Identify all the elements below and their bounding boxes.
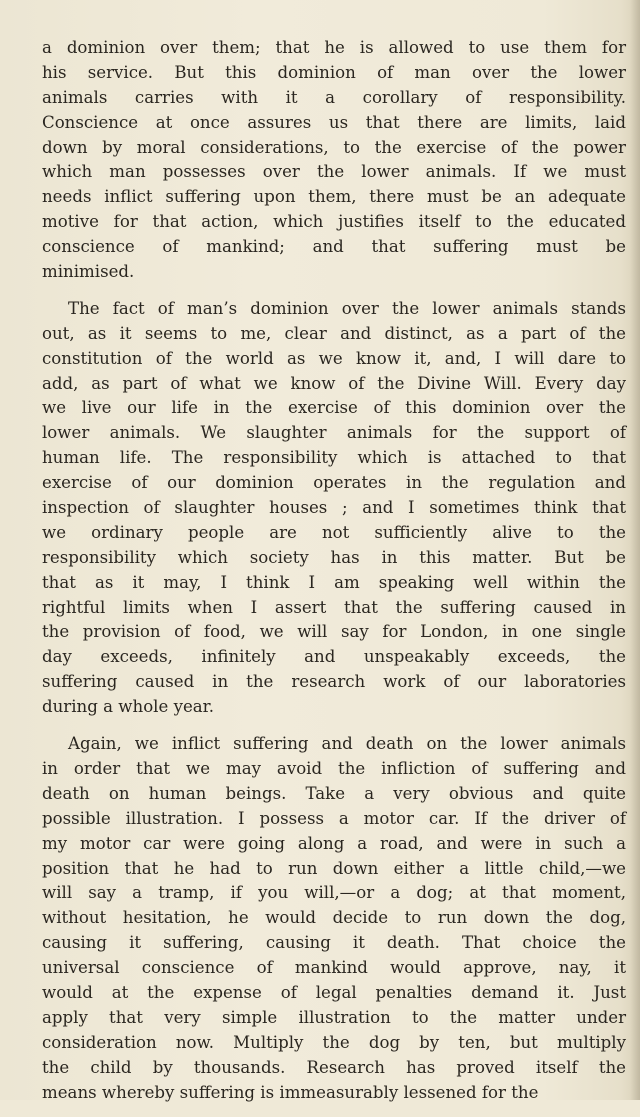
text-line: causing it suffering, causing it death. That choice the [42,933,626,953]
body-text [42,36,626,1117]
text-line: a dominion over them; that he is allowed to use them for [42,38,626,57]
text-line: death on human beings. Take a very obvious and quite [42,783,626,803]
text-line: rightful limits when I assert that the suffering caused in [42,597,626,617]
text-line: day exceeds, infinitely and unspeakably exceeds, the [42,647,626,667]
text-line: Again, we inflict suffering and death on the lower animals [68,734,626,754]
text-line: constitution of the world as we know it, and, I will dare to [42,348,626,368]
text-line: my motor car were going along a road, and were in such a [42,833,626,853]
text-line: conscience of mankind; and that suffering must be [42,237,626,257]
paragraph [42,732,626,1105]
text-line: the child by thousands. Research has proved itself the [42,1057,626,1077]
text-line: The fact of man’s dominion over the lower animals stands [68,298,626,318]
text-line: add, as part of what we know of the Divine Will. Every day [42,373,626,393]
text-line: minimised. [42,262,135,282]
text-line: which man possesses over the lower animals. If we must [42,162,626,182]
text-line: needs inflict suffering upon them, there must be an adequate [42,187,626,207]
text-line: consideration now. Multiply the dog by ten, but multiply [42,1032,626,1052]
text-line: Conscience at once assures us that there are limits, laid [42,112,626,132]
text-line: animals carries with it a corollary of responsibility. [42,87,626,107]
text-line: would at the expense of legal penalties demand it. Just [42,982,626,1002]
text-line: exercise of our dominion operates in the regulation and [42,473,626,493]
text-line: out, as it seems to me, clear and distinct, as a part of the [42,323,626,343]
paragraph [42,36,626,285]
text-line: motive for that action, which justifies itself to the educated [42,212,626,232]
text-line: position that he had to run down either a little child,—we [42,858,626,878]
text-line: will say a tramp, if you will,—or a dog; at that moment, [42,883,626,903]
text-line: that as it may, I think I am speaking well within the [42,572,626,592]
paragraph [42,297,626,720]
text-line: inspection of slaughter houses ; and I sometimes think that [42,498,626,518]
text-line: human life. The responsibility which is attached to that [42,448,626,468]
text-line: during a whole year. [42,697,215,717]
text-line: the provision of food, we will say for London, in one single [42,622,626,642]
text-line: suffering caused in the research work of our laboratories [42,672,626,692]
text-line: his service. But this dominion of man over the lower [42,62,626,82]
text-line: we ordinary people are not sufficiently alive to the [42,522,626,542]
text-line: apply that very simple illustration to the matter under [42,1007,626,1027]
text-line: means whereby suffering is immeasurably lessened for the [42,1082,539,1102]
text-line: down by moral considerations, to the exercise of the power [42,137,626,157]
text-line: we live our life in the exercise of this dominion over the [42,398,626,418]
page-edge-shadow [630,0,640,1100]
text-line: responsibility which society has in this matter. But be [42,547,626,567]
text-line: without hesitation, he would decide to run down the dog, [42,908,626,928]
text-line: lower animals. We slaughter animals for the support of [42,423,626,443]
text-line: universal conscience of mankind would approve, nay, it [42,958,626,978]
text-line: possible illustration. I possess a motor car. If the driver of [42,808,626,828]
text-line: in order that we may avoid the infliction of suffering and [42,758,626,778]
